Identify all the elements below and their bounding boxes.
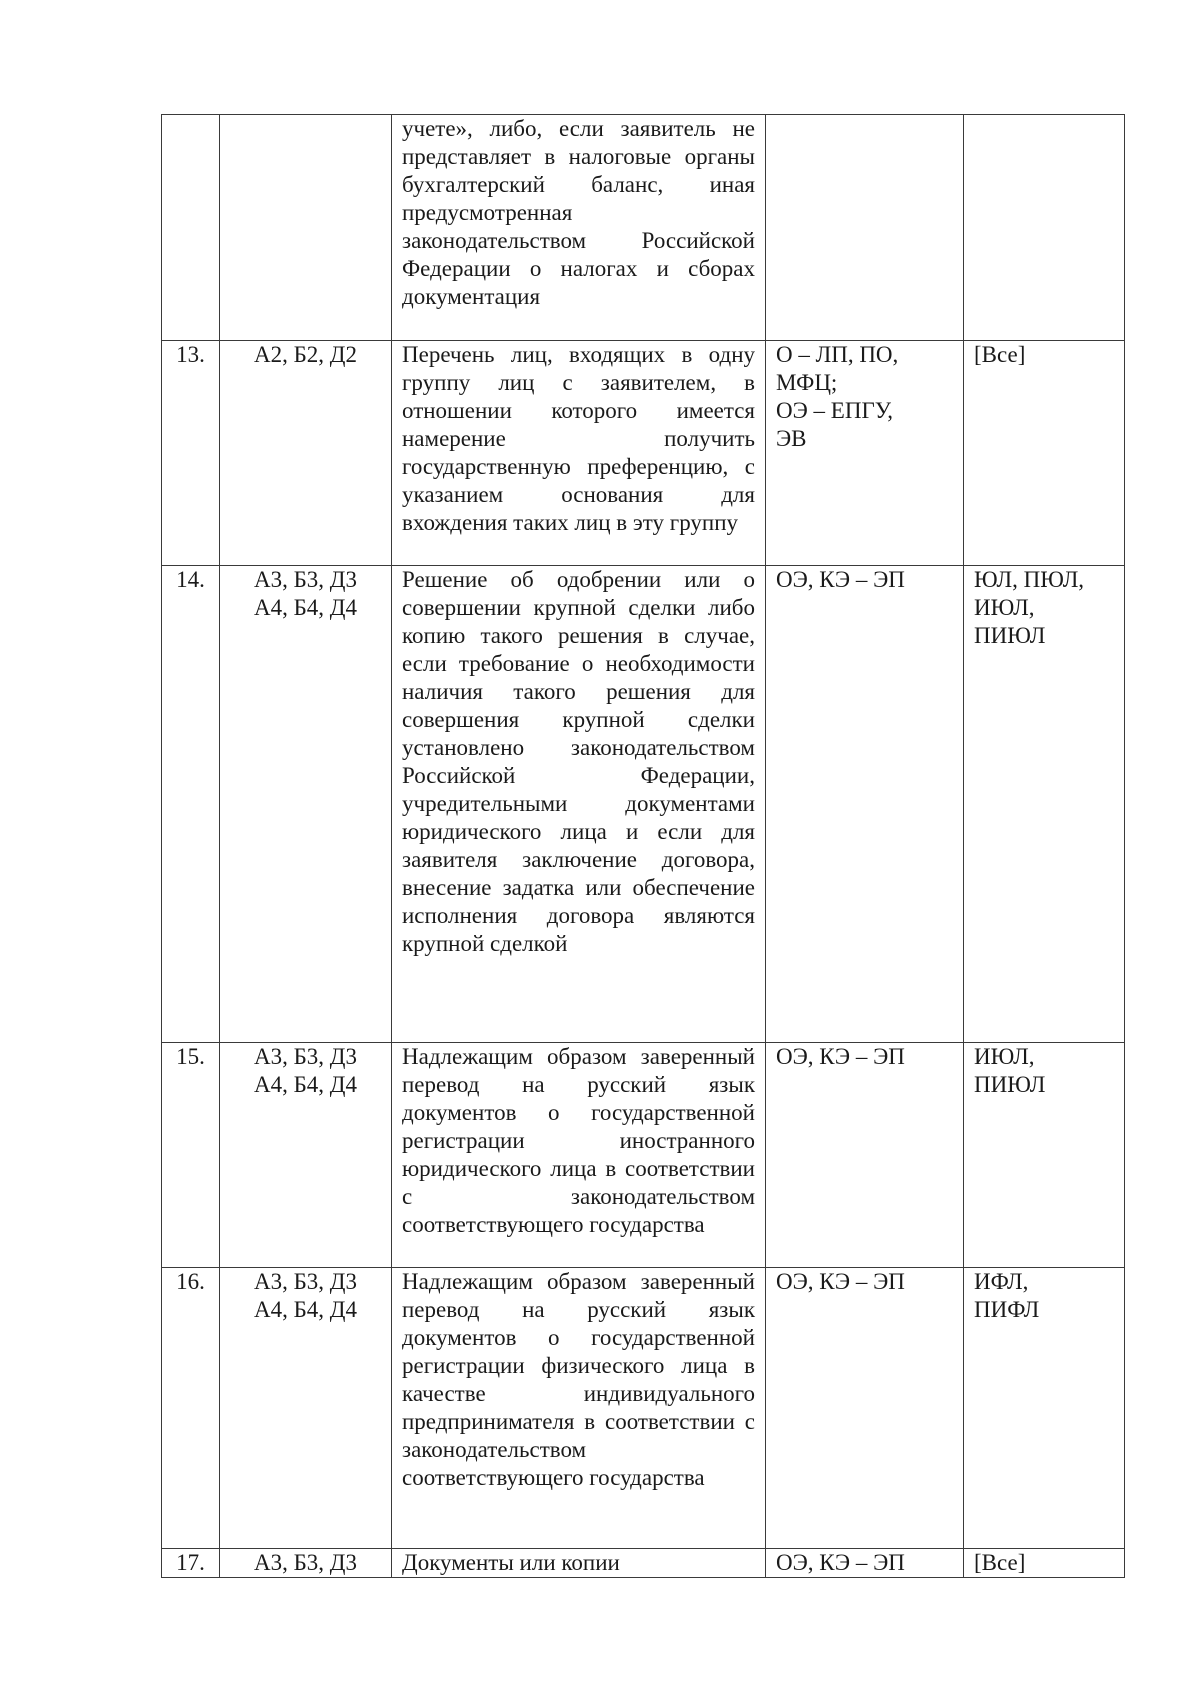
table-row (162, 566, 1125, 1043)
applicant-line: [Все] (974, 342, 1026, 367)
form-line: ЭВ (776, 426, 807, 451)
description-text: Решение об одобрении или о совершении крупной сделки либо копию такого решения в случае, если требование о необходимости наличия такого решения для совершения крупной сделки установлено законодательством Российской Федерации, учредительными документами юридического лица и если для заявителя заключение договора, внесение задатка или обеспечение исполнения договора являются крупной сделкой (402, 567, 755, 956)
table-row (162, 1268, 1125, 1549)
applicant-line: ПИЮЛ (974, 1072, 1046, 1097)
description-text: Надлежащим образом заверенный перевод на русский язык документов о государственной регистрации иностранного юридического лица в соответствии с законодательством соответствующего государства (402, 1044, 755, 1237)
code-line: А4, Б4, Д4 (253, 1297, 357, 1322)
row-codes (220, 1268, 392, 1549)
row-number: 14. (162, 566, 220, 1043)
description-text: Надлежащим образом заверенный перевод на русский язык документов о государственной регистрации физического лица в качестве индивидуального предпринимателя в соответствии с законодательством соответствующего государства (402, 1269, 755, 1490)
document-table (161, 114, 1125, 1578)
description-text: Перечень лиц, входящих в одну группу лиц с заявителем, в отношении которого имеется намерение получить государственную преференцию, с указанием основания для вхождения таких лиц в эту группу (402, 342, 755, 535)
table-body (162, 115, 1125, 1578)
row-form (766, 115, 964, 341)
form-line: ОЭ, КЭ – ЭП (776, 1269, 905, 1294)
row-applicants (964, 341, 1125, 566)
form-line: ОЭ, КЭ – ЭП (776, 567, 905, 592)
code-line: А4, Б4, Д4 (253, 1072, 357, 1097)
row-number: 13. (162, 341, 220, 566)
description-text: учете», либо, если заявитель не представляет в налоговые органы бухгалтерский баланс, иная предусмотренная законодательством Российской Федерации о налогах и сборах документация (402, 116, 755, 309)
table-row (162, 115, 1125, 341)
description-text: Документы или копии (402, 1550, 620, 1575)
row-description (392, 1043, 766, 1268)
row-description (392, 341, 766, 566)
table-row (162, 1549, 1125, 1578)
code-line: А3, Б3, Д3 (253, 1550, 357, 1575)
applicant-line: ЮЛ, ПЮЛ, (974, 567, 1085, 592)
row-applicants (964, 1549, 1125, 1578)
row-codes (220, 115, 392, 341)
row-description (392, 1268, 766, 1549)
row-description (392, 115, 766, 341)
code-line: А2, Б2, Д2 (253, 342, 357, 367)
row-number (162, 115, 220, 341)
form-line: О – ЛП, ПО, (776, 342, 899, 367)
applicant-line: [Все] (974, 1550, 1026, 1575)
row-number: 15. (162, 1043, 220, 1268)
form-line: МФЦ; (776, 370, 838, 395)
row-form (766, 1043, 964, 1268)
row-description (392, 566, 766, 1043)
code-line: А3, Б3, Д3 (253, 1044, 357, 1069)
row-form (766, 1268, 964, 1549)
row-number: 16. (162, 1268, 220, 1549)
applicant-line: ПИФЛ (974, 1297, 1040, 1322)
row-applicants (964, 1268, 1125, 1549)
row-applicants (964, 1043, 1125, 1268)
row-number: 17. (162, 1549, 220, 1578)
applicant-line: ИЮЛ, (974, 1044, 1035, 1069)
row-codes (220, 1043, 392, 1268)
code-line: А3, Б3, Д3 (253, 1269, 357, 1294)
table-row (162, 341, 1125, 566)
code-line: А3, Б3, Д3 (253, 567, 357, 592)
code-line: А4, Б4, Д4 (253, 595, 357, 620)
row-applicants (964, 566, 1125, 1043)
row-form (766, 1549, 964, 1578)
row-codes (220, 1549, 392, 1578)
row-applicants (964, 115, 1125, 341)
applicant-line: ПИЮЛ (974, 623, 1046, 648)
form-line: ОЭ, КЭ – ЭП (776, 1550, 905, 1575)
row-form (766, 566, 964, 1043)
form-line: ОЭ – ЕПГУ, (776, 398, 894, 423)
table-row (162, 1043, 1125, 1268)
form-line: ОЭ, КЭ – ЭП (776, 1044, 905, 1069)
applicant-line: ИЮЛ, (974, 595, 1035, 620)
row-form (766, 341, 964, 566)
applicant-line: ИФЛ, (974, 1269, 1029, 1294)
row-description (392, 1549, 766, 1578)
row-codes (220, 341, 392, 566)
row-codes (220, 566, 392, 1043)
